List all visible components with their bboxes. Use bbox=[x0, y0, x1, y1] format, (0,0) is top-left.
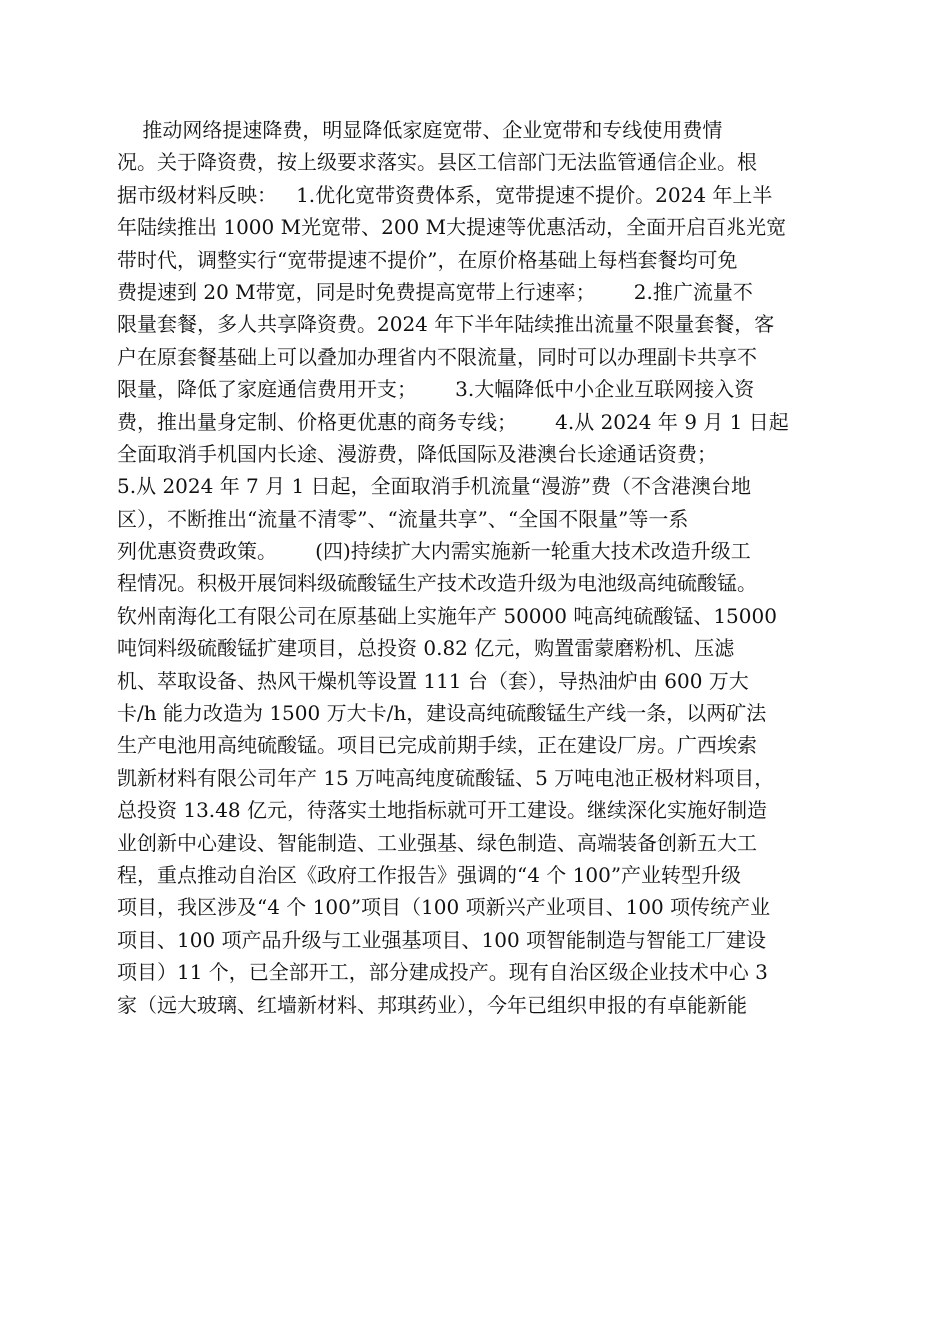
text-line: 项目，我区涉及“4 个 100”项目（100 项新兴产业项目、100 项传统产业 bbox=[117, 895, 771, 920]
text-line: 吨饲料级硫酸锰扩建项目，总投资 0.82 亿元，购置雷蒙磨粉机、压滤 bbox=[117, 636, 735, 661]
text-line: 推动网络提速降费，明显降低家庭宽带、企业宽带和专线使用费情 bbox=[117, 118, 723, 142]
text-line: 户在原套餐基础上可以叠加办理省内不限流量，同时可以办理副卡共享不 bbox=[117, 344, 757, 369]
text-line: 项目）11 个，已全部开工，部分建成投产。现有自治区级企业技术中心 3 bbox=[117, 960, 768, 985]
text-line: 项目、100 项产品升级与工业强基项目、100 项智能制造与智能工厂建设 bbox=[117, 927, 767, 952]
text-line: 总投资 13.48 亿元，待落实土地指标就可开工建设。继续深化实施好制造 bbox=[117, 798, 767, 823]
text-line: 限量套餐，多人共享降资费。2024 年下半年陆续推出流量不限量套餐，客 bbox=[117, 312, 775, 337]
text-line: 钦州南海化工有限公司在原基础上实施年产 50000 吨高纯硫酸锰、15000 bbox=[117, 603, 777, 628]
text-line: 费，推出量身定制、价格更优惠的商务专线； 4.从 2024 年 9 月 1 日起 bbox=[117, 409, 789, 434]
text-line: 费提速到 20 M带宽，同是时免费提高宽带上行速率； 2.推广流量不 bbox=[117, 279, 753, 304]
text-line: 卡/h 能力改造为 1500 万大卡/h，建设高纯硫酸锰生产线一条，以两矿法 bbox=[117, 701, 767, 726]
text-line: 业创新中心建设、智能制造、工业强基、绿色制造、高端装备创新五大工 bbox=[117, 830, 757, 855]
text-line: 家（远大玻璃、红墙新材料、邦琪药业），今年已组织申报的有卓能新能 bbox=[117, 992, 747, 1017]
text-line: 程情况。积极开展饲料级硫酸锰生产技术改造升级为电池级高纯硫酸锰。 bbox=[117, 571, 757, 596]
text-line: 限量，降低了家庭通信费用开支； 3.大幅降低中小企业互联网接入资 bbox=[117, 377, 755, 402]
text-line: 据市级材料反映： 1.优化宽带资费体系，宽带提速不提价。2024 年上半 bbox=[117, 182, 773, 207]
text-line: 凯新材料有限公司年产 15 万吨高纯度硫酸锰、5 万吨电池正极材料项目， bbox=[117, 765, 775, 790]
document-body bbox=[117, 114, 837, 1021]
text-line: 生产电池用高纯硫酸锰。项目已完成前期手续，正在建设厂房。广西埃索 bbox=[117, 733, 757, 758]
text-line: 5.从 2024 年 7 月 1 日起，全面取消手机流量“漫游”费（不含港澳台地 bbox=[117, 474, 752, 499]
text-line: 况。关于降资费，按上级要求落实。县区工信部门无法监管通信企业。根 bbox=[117, 150, 757, 175]
text-line: 机、萃取设备、热风干燥机等设置 111 台（套），导热油炉由 600 万大 bbox=[117, 668, 749, 693]
text-line: 区），不断推出“流量不清零”、“流量共享”、“全国不限量”等一系 bbox=[117, 506, 689, 531]
text-line: 列优惠资费政策。 (四)持续扩大内需实施新一轮重大技术改造升级工 bbox=[117, 539, 751, 564]
text-line: 全面取消手机国内长途、漫游费，降低国际及港澳台长途通话资费； bbox=[117, 441, 717, 466]
text-line: 带时代，调整实行“宽带提速不提价”，在原价格基础上每档套餐均可免 bbox=[117, 247, 738, 272]
text-line: 年陆续推出 1000 M光宽带、200 M大提速等优惠活动，全面开启百兆光宽 bbox=[117, 215, 787, 240]
text-line: 程，重点推动自治区《政府工作报告》强调的“4 个 100”产业转型升级 bbox=[117, 862, 742, 887]
